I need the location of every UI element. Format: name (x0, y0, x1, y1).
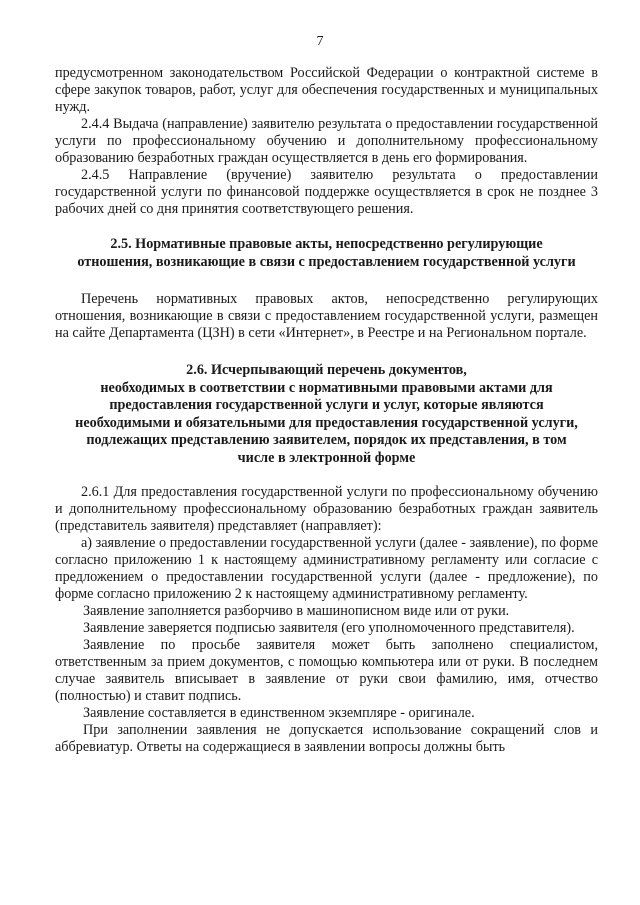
heading-2-5-line-2: отношения, возникающие в связи с предоставлением государственной услуги (77, 253, 576, 270)
heading-2-6-line-4: необходимыми и обязательными для предоставления государственной услуги, (75, 414, 578, 431)
heading-2-6-line-5: подлежащих представлению заявителем, порядок их представления, в том (86, 432, 567, 448)
paragraph-2-6-1: 2.6.1 Для предоставления государственной услуги по профессиональному обучению и дополнительному профессиональному образованию безработных граждан заявитель (представитель заявителя) представляет (направляет): (55, 484, 598, 534)
heading-2-6-line-6: числе в электронной форме (237, 449, 416, 466)
page-number: 7 (316, 34, 324, 49)
paragraph-2-4-4: 2.4.4 Выдача (направление) заявителю результата о предоставлении государственной услуги по профессиональному обучению и дополнительному профессиональному образованию безработных граждан осуществляется в день его формирования. (55, 116, 598, 166)
paragraph-2-4-5: 2.4.5 Направление (вручение) заявителю результата о предоставлении государственной услуги по финансовой поддержке осуществляется в срок не позднее 3 рабочих дней со дня принятия соответствующего решения. (55, 167, 598, 217)
paragraph-specialist: Заявление по просьбе заявителя может быть заполнено специалистом, ответственным за прием документов, с помощью компьютера или от руки. В последнем случае заявитель вписывает в заявление от руки свои фамилию, имя, отчество (полностью) и ставит подпись. (55, 637, 598, 704)
heading-2-6-line-2: необходимых в соответствии с нормативными правовыми актами для (100, 379, 553, 396)
paragraph-legal-acts: Перечень нормативных правовых актов, непосредственно регулирующих отношения, возникающие в связи с предоставлением государственной услуги, размещен на сайте Департамента (ЦЗН) в сети «Интернет», в Реестре и на Региональном портале. (55, 291, 598, 341)
paragraph-signature: Заявление заверяется подписью заявителя (его уполномоченного представителя). (83, 620, 575, 636)
paragraph-procurement: предусмотренном законодательством Российской Федерации о контрактной системе в сфере закупок товаров, работ, услуг для обеспечения государственных и муниципальных нужд. (55, 65, 598, 115)
paragraph-single-copy: Заявление составляется в единственном экземпляре - оригинале. (83, 705, 475, 721)
heading-2-6-line-3: предоставления государственной услуги и услуг, которые являются (109, 397, 544, 413)
paragraph-fill-rules: Заявление заполняется разборчиво в машинописном виде или от руки. (83, 603, 510, 619)
heading-2-5-line-1: 2.5. Нормативные правовые акты, непосредственно регулирующие (110, 236, 543, 252)
document-body (55, 65, 598, 756)
paragraph-abbreviations: При заполнении заявления не допускается использование сокращений слов и аббревиатур. Ответы на содержащиеся в заявлении вопросы должны быть (55, 722, 598, 755)
heading-2-6-line-1: 2.6. Исчерпывающий перечень документов, (186, 362, 467, 378)
paragraph-item-a: а) заявление о предоставлении государственной услуги (далее - заявление), по форме согласно приложению 1 к настоящему административному регламенту или согласие с предложением о предоставлении государственной услуги (далее - предложение), по форме согласно приложению 2 к настоящему административному регламенту. (55, 535, 598, 602)
